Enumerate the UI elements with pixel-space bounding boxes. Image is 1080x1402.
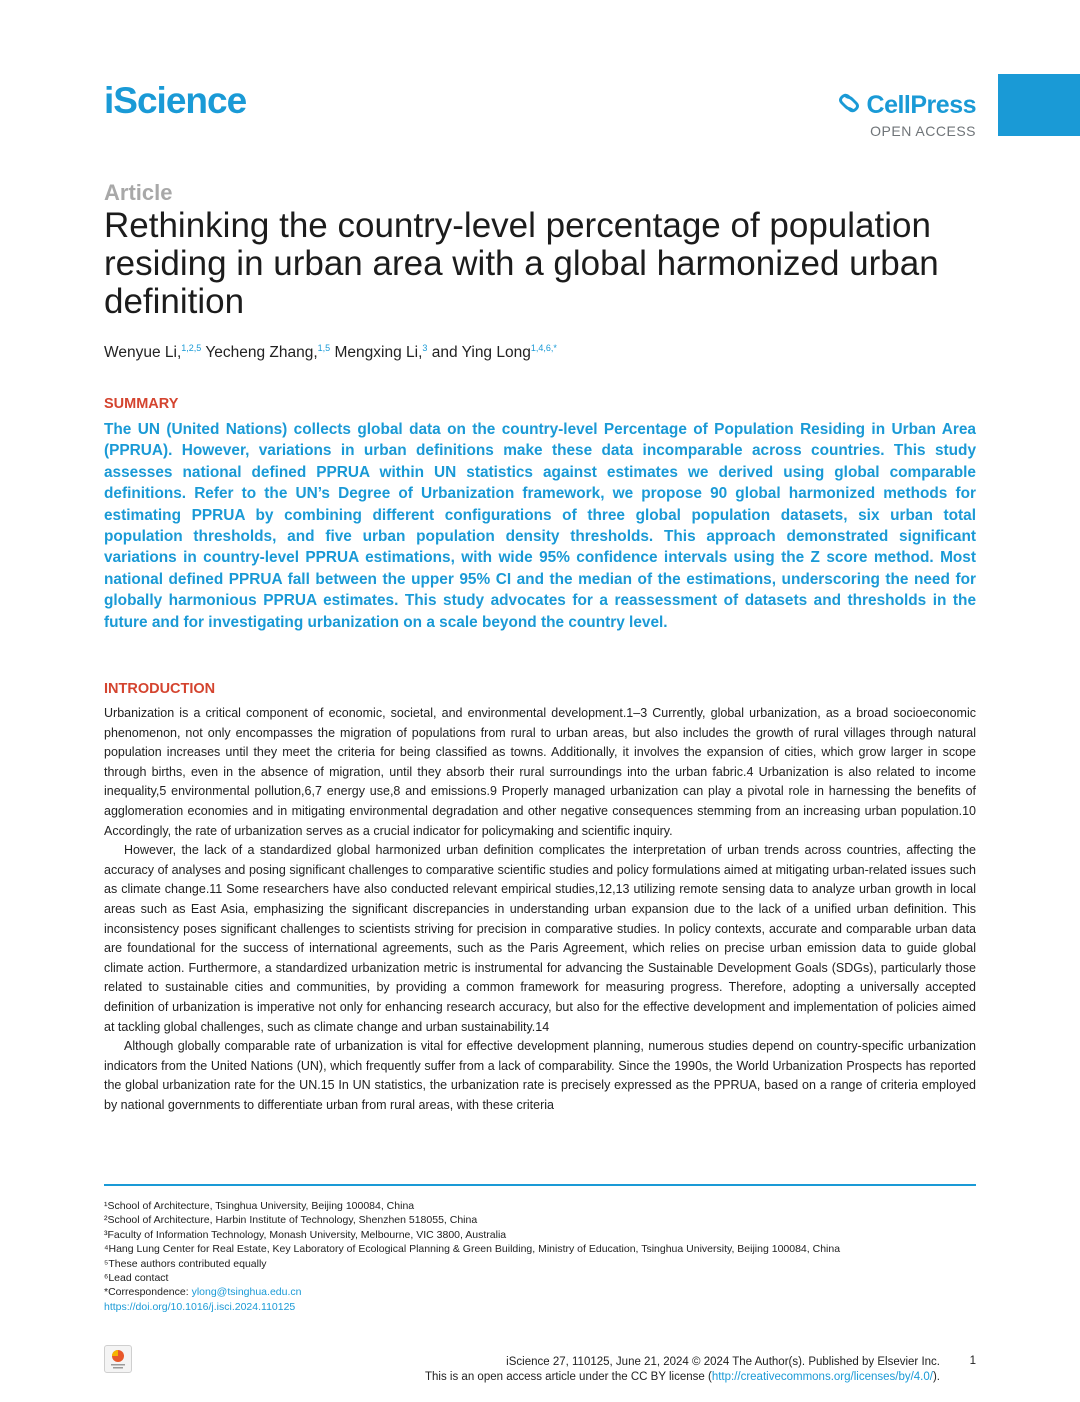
page-footer	[425, 1355, 940, 1385]
author-affiliation[interactable]: 1,4,6,*	[530, 342, 557, 353]
email-link[interactable]: ylong@tsinghua.edu.cn	[191, 1286, 302, 1299]
doi-link[interactable]: https://doi.org/10.1016/j.isci.2024.110125	[104, 1300, 296, 1313]
citation-line: iScience 27, 110125, June 21, 2024 © 2024 The Author(s). Published by Elsevier Inc.	[506, 1356, 940, 1368]
paragraph: Urbanization is a critical component of economic, societal, and environmental development.1–3 Currently, global urbanization, as a broad socioeconomic phenomenon, not only encompasses the migration of populations from rural to urban areas, but also includes the growth of rural villages through natural population increases until they meet the criteria for being classified as towns. Additionally, it involves the expansion of cities, which grow larger in scope through births, even in the absence of migration, until they absorb their rural surroundings into the urban fabric.4 Urbanization is also related to income inequality,5 environmental pollution,6,7 energy use,8 and emissions.9 Properly managed urbanization can play a pivotal role in harnessing the benefits of agglomeration economies and in mitigating environmental degradation and other negative consequences stemming from an increasing urban population.10 Accordingly, the rate of urbanization serves as a crucial indicator for policymaking and scientific inquiry.	[104, 706, 976, 838]
paragraph: Although globally comparable rate of urbanization is vital for effective development planning, numerous studies depend on country-specific urbanization indicators from the United Nations (UN), which frequently suffer from a lack of comparability. Since the 1990s, the World Urbanization Prospects has reported the global urbanization rate for the UN.15 In UN statistics, the urbanization rate is precisely expressed as the PPRUA, based on a range of criteria employed by national governments to differentiate urban from rural areas, with these criteria	[104, 1039, 976, 1112]
footnote: ⁴Hang Lung Center for Real Estate, Key Laboratory of Ecological Planning & Green Building, Ministry of Education, Tsinghua University, Beijing 100084, China	[104, 1243, 841, 1256]
corner-color-block	[998, 74, 1080, 136]
footnote: ⁶Lead contact	[104, 1272, 169, 1285]
footnote: ³Faculty of Information Technology, Monash University, Melbourne, VIC 3800, Australia	[104, 1228, 507, 1241]
author-affiliation[interactable]: 1,5	[317, 342, 331, 353]
author-affiliation[interactable]: 3	[422, 342, 428, 353]
footnote: ¹School of Architecture, Tsinghua University, Beijing 100084, China	[104, 1200, 415, 1212]
license-link[interactable]: http://creativecommons.org/licenses/by/4.0/	[711, 1371, 933, 1383]
article-title: Rethinking the country-level percentage of population residing in urban area with a global harmonized urban definition	[104, 206, 939, 321]
author-name: Yecheng Zhang,	[205, 344, 318, 361]
cellpress-icon	[835, 90, 863, 121]
introduction-body	[104, 704, 976, 1115]
license-line	[425, 1370, 940, 1385]
footnote: ²School of Architecture, Harbin Institute of Technology, Shenzhen 518055, China	[104, 1214, 478, 1227]
footnote: ⁵These authors contributed equally	[104, 1257, 267, 1270]
license-text: This is an open access article under the CC BY license (	[425, 1371, 712, 1383]
summary-heading: SUMMARY	[104, 396, 179, 412]
author-name: Wenyue Li,	[104, 344, 182, 361]
correspondence	[104, 1285, 976, 1299]
paragraph: However, the lack of a standardized global harmonized urban definition complicates the interpretation of urban trends across countries, affecting the accuracy of analyses and posing significant challenges to comparative scientific studies and policy formulations aimed at mitigating urban-related issues such as climate change.11 Some researchers have also conducted relevant empirical studies,12,13 utilizing remote sensing data to analyze urban growth in local areas such as East Asia, emphasizing the significant discrepancies in understanding urban expansion due to the lack of a unified urban definition. This inconsistency poses significant challenges to scientists striving for precision in comparative studies. In policy contexts, accurate and comparable urban data are foundational for the success of international agreements, such as the Paris Agreement, which relies on precise urban emission data to guide global climate action. Furthermore, a standardized urbanization metric is instrumental for advancing the Sustainable Development Goals (SDGs), particularly those related to sustainable cities and communities, by providing a common framework for measuring progress. Therefore, adopting a universally accepted definition of urbanization is imperative not only for enhancing research accuracy, but also for the effective development and implementation of policies aimed at tackling global challenges, such as climate change and urban sustainability.14	[104, 843, 976, 1034]
introduction-heading: INTRODUCTION	[104, 681, 216, 697]
author-list	[104, 344, 557, 362]
publisher-name: CellPress	[866, 91, 976, 119]
check-for-updates-icon[interactable]	[104, 1345, 132, 1373]
journal-logo: iScience	[104, 80, 247, 121]
open-access-label: OPEN ACCESS	[870, 123, 976, 139]
license-text-end: ).	[932, 1371, 940, 1383]
footnote-divider	[104, 1184, 976, 1186]
article-type: Article	[104, 180, 173, 205]
author-name: and Ying Long	[431, 344, 531, 361]
author-affiliation[interactable]: 1,2,5	[181, 342, 202, 353]
summary-text: The UN (United Nations) collects global data on the country-level Percentage of Population Residing in Urban Area (PPRUA). However, variations in urban definitions make these data incomparable across countries. This study assesses national defined PPRUA within UN statistics against estimates we derived using global comparable definitions. Refer to the UN’s Degree of Urbanization framework, we propose 90 global harmonized methods for estimating PPRUA by combining different configurations of three global population datasets, six urban total population thresholds, and five urban population density thresholds. This approach demonstrated significant variations in country-level PPRUA estimations, with wide 95% confidence intervals using the Z score method. Most national defined PPRUA fall between the upper 95% CI and the median of the estimations, underscoring the need for globally harmonious PPRUA estimates. This study advocates for a reassessment of datasets and thresholds in the future and for investigating urbanization on a scale beyond the country level.	[104, 421, 976, 631]
author-name: Mengxing Li,	[334, 344, 423, 361]
page-number: 1	[969, 1355, 976, 1367]
footnotes	[104, 1199, 976, 1314]
publisher-logo	[835, 90, 976, 139]
correspondence-label: *Correspondence:	[104, 1286, 192, 1299]
